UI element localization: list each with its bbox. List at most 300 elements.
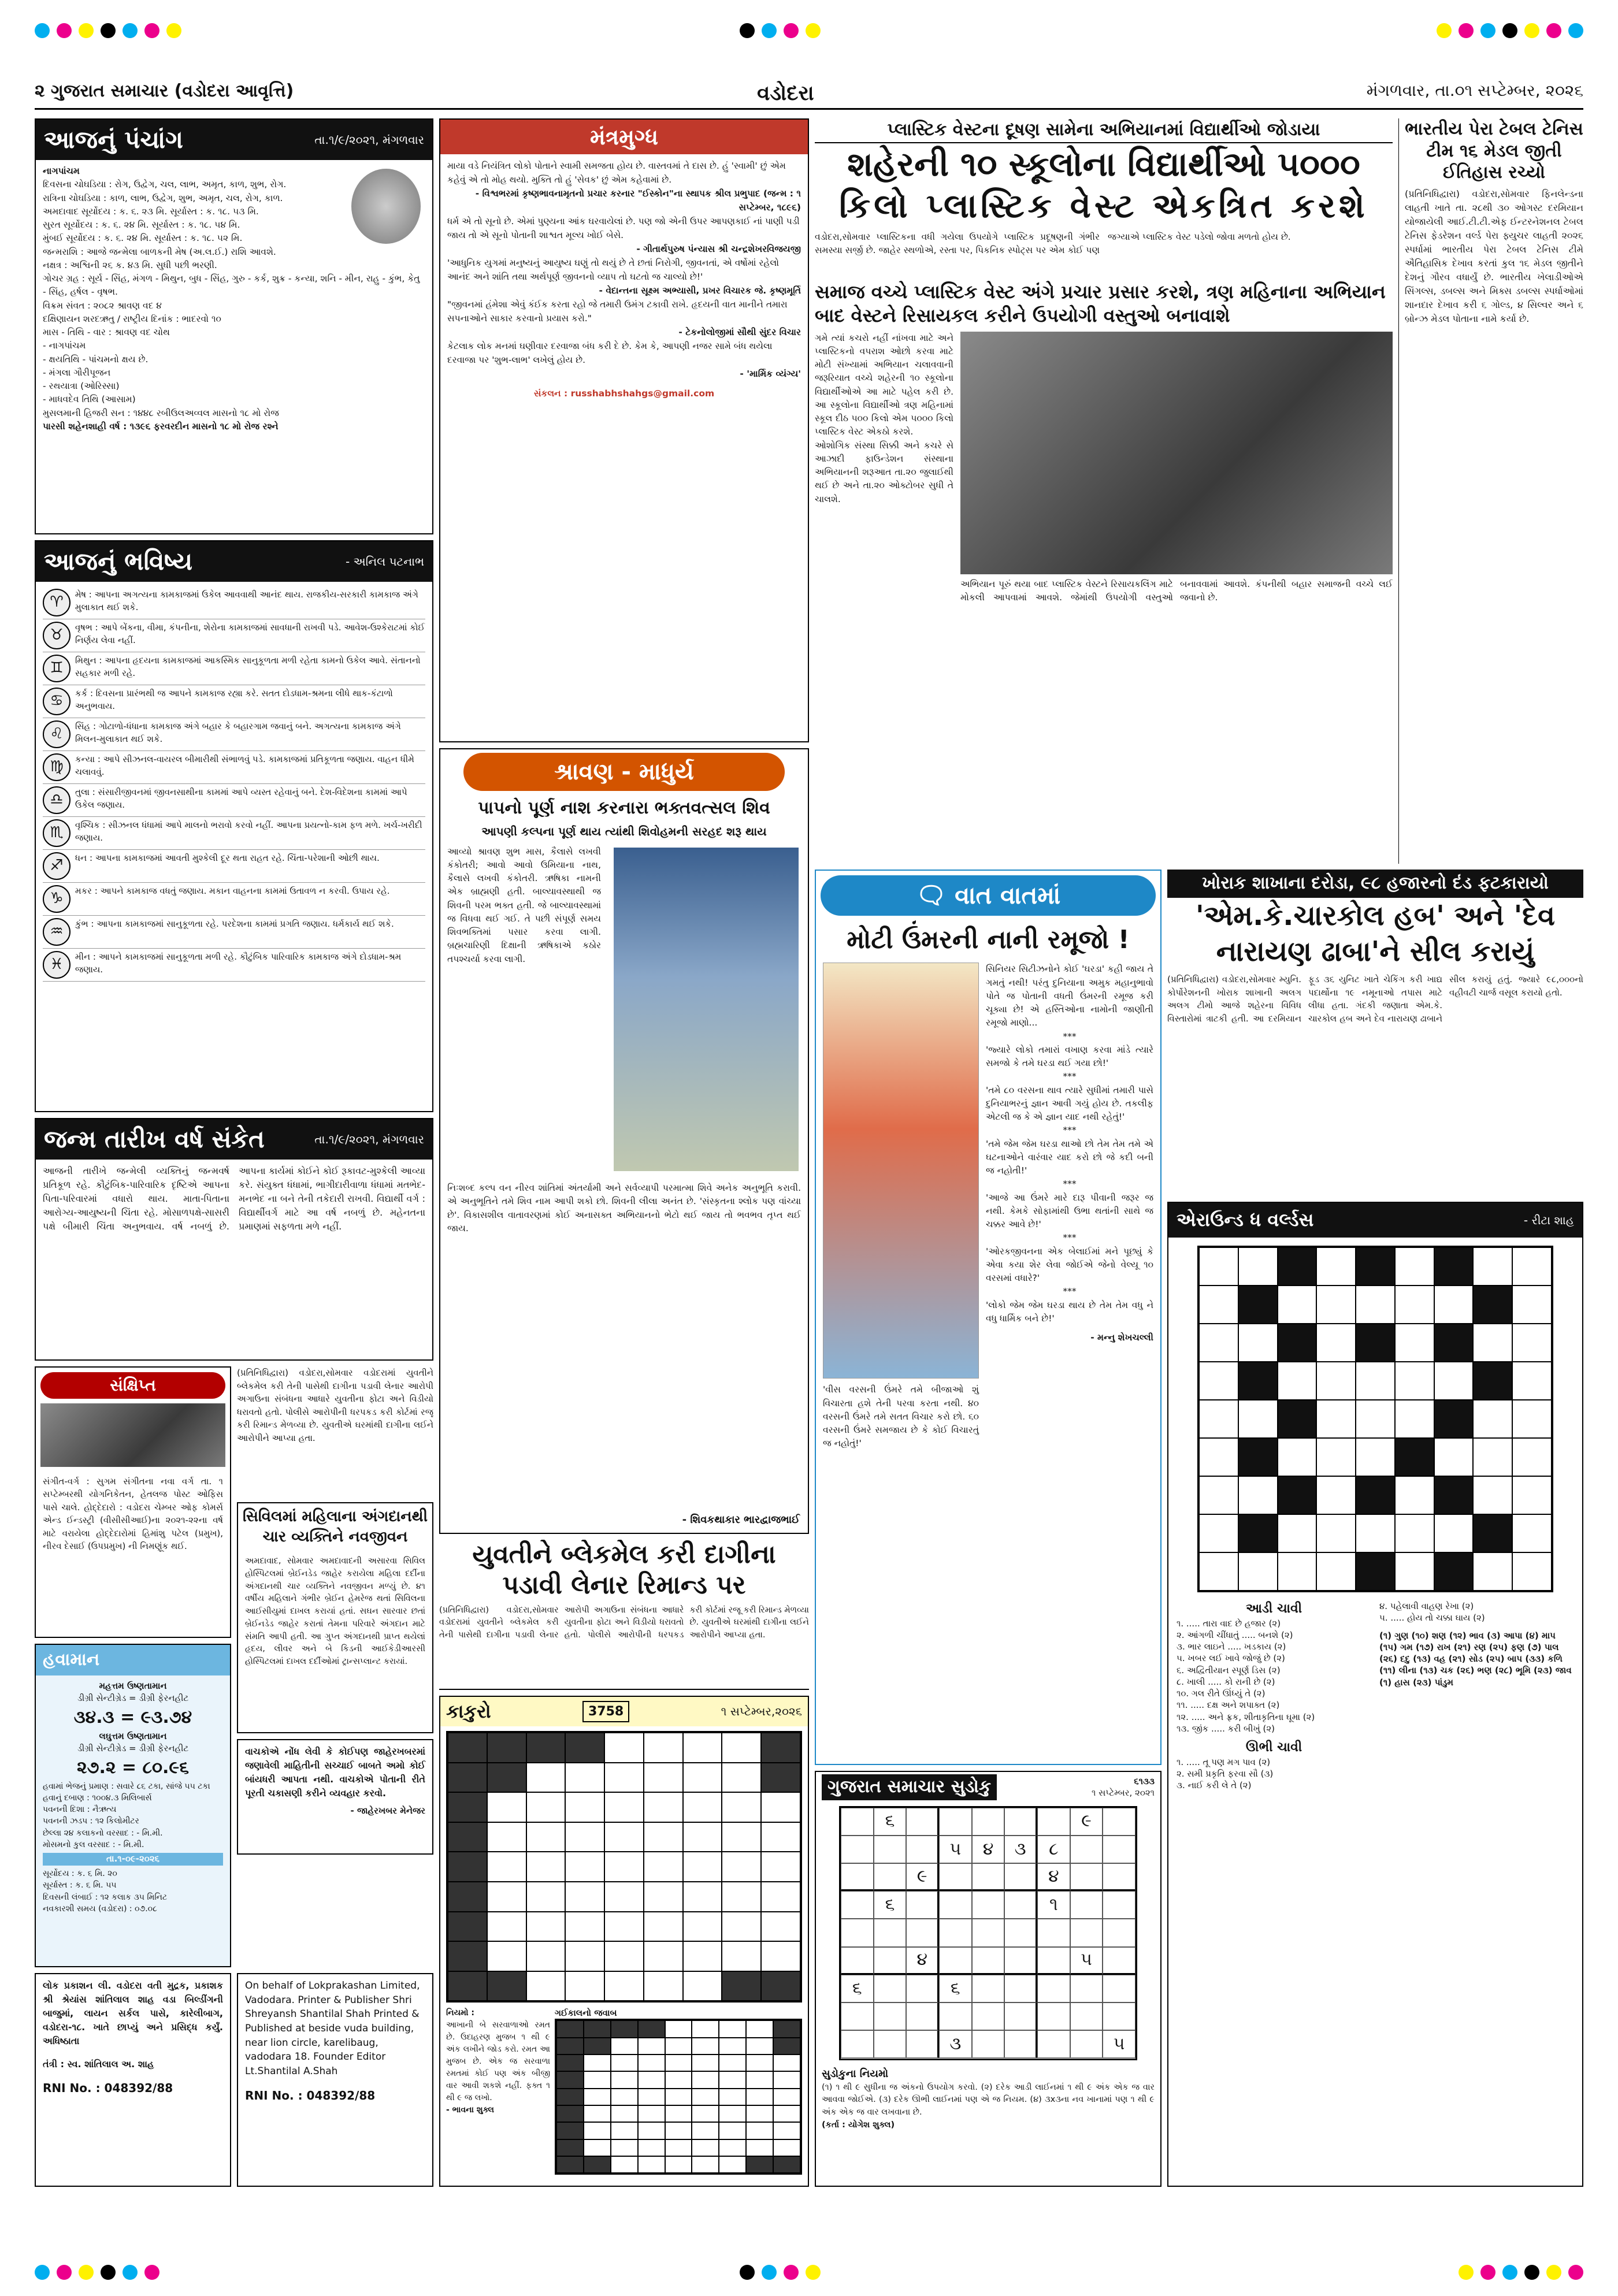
crossword-cell[interactable] bbox=[1356, 1476, 1395, 1514]
crossword-cell[interactable] bbox=[1238, 1552, 1278, 1591]
crossword-cell[interactable] bbox=[1512, 1247, 1552, 1286]
kakuro-cell[interactable] bbox=[565, 1792, 604, 1822]
kakuro-cell[interactable] bbox=[722, 1792, 761, 1822]
kakuro-cell[interactable] bbox=[761, 1852, 800, 1882]
sudoku-cell[interactable] bbox=[906, 1836, 939, 1863]
sudoku-cell[interactable] bbox=[841, 1863, 874, 1891]
crossword-cell[interactable] bbox=[1434, 1438, 1474, 1476]
crossword-cell[interactable] bbox=[1512, 1438, 1552, 1476]
kakuro-cell[interactable] bbox=[761, 1763, 800, 1793]
down-clue: ૧. ..... તૂ પણ મગ પાવ (૨) bbox=[1177, 1756, 1271, 1767]
sudoku-cell[interactable] bbox=[939, 1919, 972, 1946]
kakuro-cell bbox=[692, 2139, 719, 2156]
kakuro-cell[interactable] bbox=[448, 1822, 487, 1852]
kakuro-cell[interactable] bbox=[644, 1971, 683, 2001]
sudoku-cell[interactable] bbox=[1103, 1919, 1135, 1946]
crossword-cell[interactable] bbox=[1473, 1476, 1512, 1514]
sudoku-cell[interactable] bbox=[972, 1975, 1005, 2003]
kakuro-cell[interactable] bbox=[604, 1763, 644, 1793]
sudoku-cell[interactable] bbox=[972, 1863, 1005, 1891]
crossword-cell[interactable] bbox=[1395, 1362, 1434, 1400]
kakuro-cell[interactable] bbox=[761, 1941, 800, 1971]
crossword-cell[interactable] bbox=[1199, 1400, 1238, 1438]
sudoku-cell[interactable] bbox=[1070, 1919, 1103, 1946]
sudoku-cell[interactable] bbox=[1004, 1919, 1037, 1946]
kakuro-cell bbox=[773, 2054, 800, 2071]
kakuro-cell bbox=[638, 2105, 665, 2122]
crossword-cell[interactable] bbox=[1395, 1247, 1434, 1286]
sudoku-cell[interactable] bbox=[841, 1891, 874, 1919]
kakuro-cell[interactable] bbox=[644, 1822, 683, 1852]
sudoku-cell[interactable] bbox=[1070, 1863, 1103, 1891]
sudoku-cell[interactable] bbox=[1037, 1919, 1070, 1946]
kakuro-cell[interactable] bbox=[565, 1852, 604, 1882]
plastic-story bbox=[815, 118, 1393, 864]
rashi-row bbox=[43, 817, 425, 850]
sudoku-cell[interactable] bbox=[1103, 1891, 1135, 1919]
crossword-cell[interactable] bbox=[1434, 1324, 1474, 1362]
kakuro-cell bbox=[746, 2156, 773, 2173]
sudoku-cell[interactable] bbox=[841, 1947, 874, 1975]
havaman-line: મહત્તમ ઉષ્ણતામાન bbox=[99, 1680, 167, 1691]
kakuro-cell[interactable] bbox=[526, 1912, 566, 1942]
kakuro-cell[interactable] bbox=[526, 1733, 566, 1763]
sudoku-cell[interactable] bbox=[874, 1975, 907, 2003]
crossword-cell[interactable] bbox=[1199, 1324, 1238, 1362]
kakuro-cell bbox=[719, 2054, 746, 2071]
sudoku-cell[interactable] bbox=[1037, 2003, 1070, 2030]
kakuro-cell[interactable] bbox=[722, 1852, 761, 1882]
kakuro-cell[interactable] bbox=[565, 1971, 604, 2001]
crossword-cell[interactable] bbox=[1199, 1247, 1238, 1286]
sudoku-cell[interactable] bbox=[874, 2030, 907, 2058]
sudoku-cell[interactable] bbox=[939, 1808, 972, 1836]
kakuro-cell[interactable] bbox=[683, 1882, 722, 1912]
kakuro-cell[interactable] bbox=[761, 1822, 800, 1852]
sudoku-cell[interactable] bbox=[972, 1947, 1005, 1975]
crossword-cell[interactable] bbox=[1356, 1247, 1395, 1286]
sudoku-cell[interactable] bbox=[906, 1891, 939, 1919]
kakuro-cell[interactable] bbox=[644, 1792, 683, 1822]
crossword-cell[interactable] bbox=[1395, 1324, 1434, 1362]
kakuro-cell[interactable] bbox=[604, 1971, 644, 2001]
crossword-cell[interactable] bbox=[1278, 1514, 1317, 1552]
crossword-cell[interactable] bbox=[1356, 1400, 1395, 1438]
crossword-cell[interactable] bbox=[1238, 1286, 1278, 1324]
vaat-sig: - મન્નુ શેખચલ્લી bbox=[1090, 1332, 1153, 1343]
crossword-cell[interactable] bbox=[1395, 1438, 1434, 1476]
bhavishya-box bbox=[35, 540, 433, 1112]
crossword-cell[interactable] bbox=[1473, 1552, 1512, 1591]
crossword-cell[interactable] bbox=[1199, 1476, 1238, 1514]
pisces-icon: ♓ bbox=[43, 951, 70, 979]
crossword-cell[interactable] bbox=[1356, 1324, 1395, 1362]
havaman-line: પવનની દિશા : નૈઋત્ય bbox=[43, 1805, 117, 1815]
crossword-cell[interactable] bbox=[1316, 1362, 1356, 1400]
rashi-row bbox=[43, 883, 425, 916]
kakuro-cell[interactable] bbox=[644, 1882, 683, 1912]
crossword-cell[interactable] bbox=[1473, 1400, 1512, 1438]
crossword-cell[interactable] bbox=[1238, 1438, 1278, 1476]
kakuro-cell bbox=[638, 2071, 665, 2088]
kakuro-cell[interactable] bbox=[604, 1912, 644, 1942]
bharatiya-story bbox=[1398, 118, 1583, 864]
sudoku-cell[interactable] bbox=[874, 1919, 907, 1946]
kakuro-cell[interactable] bbox=[604, 1882, 644, 1912]
kakuro-cell[interactable] bbox=[683, 1822, 722, 1852]
vaat-title-bar bbox=[821, 875, 1156, 916]
sudoku-cell[interactable] bbox=[1037, 2030, 1070, 2058]
kakuro-cell[interactable] bbox=[761, 1912, 800, 1942]
sudoku-cell[interactable] bbox=[1004, 1975, 1037, 2003]
khorak-story bbox=[1167, 870, 1583, 1196]
crossword-cell[interactable] bbox=[1395, 1476, 1434, 1514]
sudoku-cell[interactable] bbox=[972, 2030, 1005, 2058]
kakuro-cell[interactable] bbox=[683, 1941, 722, 1971]
kakuro-cell[interactable] bbox=[722, 1941, 761, 1971]
crossword-cell[interactable] bbox=[1473, 1362, 1512, 1400]
masthead-left: ૨ ગુજરાત સમાચાર (વડોદરા આવૃત્તિ) bbox=[35, 81, 294, 101]
sudoku-cell[interactable]: ૬ bbox=[874, 1891, 907, 1919]
kakuro-cell[interactable] bbox=[683, 1852, 722, 1882]
sudoku-cell[interactable] bbox=[906, 1919, 939, 1946]
kakuro-cell[interactable] bbox=[565, 1882, 604, 1912]
kakuro-cell[interactable] bbox=[448, 1882, 487, 1912]
kakuro-cell bbox=[611, 2020, 638, 2037]
kakuro-cell[interactable] bbox=[644, 1852, 683, 1882]
crossword-cell[interactable] bbox=[1316, 1400, 1356, 1438]
sudoku-cell[interactable]: ૮ bbox=[1037, 1836, 1070, 1863]
kakuro-cell[interactable] bbox=[761, 1733, 800, 1763]
crossword-author: - રીટા શાહ bbox=[1523, 1213, 1574, 1227]
crossword-cell[interactable] bbox=[1395, 1286, 1434, 1324]
sudoku-cell[interactable] bbox=[939, 1863, 972, 1891]
crossword-cell[interactable] bbox=[1356, 1514, 1395, 1552]
kakuro-cell[interactable] bbox=[448, 1852, 487, 1882]
masthead-city: વડોદરા bbox=[757, 81, 814, 105]
kakuro-cell bbox=[611, 2054, 638, 2071]
sudoku-cell[interactable] bbox=[906, 1808, 939, 1836]
down-clue: ૩. નાઈ કરી લે તે (૨) bbox=[1177, 1780, 1252, 1791]
crossword-cell[interactable] bbox=[1473, 1247, 1512, 1286]
panchang-line: - ક્ષયતિથિ - પાંચમનો ક્ષય છે. bbox=[43, 354, 149, 365]
janma-text: આજની તારીખે જન્મેલી વ્યક્તિનું જન્મવર્ષ પ્રતિકૂળ રહે. કૌટુંબિક-પારિવારિક દૃષ્ટિએ આપના પિતા-પરિવારમાં વધારો થાય. માતા-પિતાના આરોગ્ય-આયુષ્યની ચિંતા રહે. મોસાળપક્ષે-સાસરી પક્ષે બીમારી ચિંતા અનુભવાય. વર્ષ નબળું છે. આપના કાર્યમાં કોઈને કોઈ રૂકાવટ-મુશ્કેલી આવ્યા કરે. સંયુક્ત ધંધામાં, ભાગીદારીવાળા ધંધામાં મતભેદ-મનભેદ ના બને તેની તકેદારી રાખવી. વિદ્યાર્થી વર્ગ : વિદ્યાર્થીવર્ગ માટે આ વર્ષ નબળું છે. મહેનતના પ્રમાણમાં સફળતા મળે નહીં. bbox=[43, 1165, 425, 1232]
crossword-cell[interactable] bbox=[1238, 1247, 1278, 1286]
sudoku-cell[interactable] bbox=[939, 2003, 972, 2030]
down-clue: ૨. સમી પ્રકૃતિ ફરવા સૌ (૩) bbox=[1177, 1769, 1274, 1779]
crossword-cell[interactable] bbox=[1395, 1552, 1434, 1591]
crossword-cell[interactable] bbox=[1512, 1514, 1552, 1552]
shravan-headline: પાપનો પૂર્ણ નાશ કરનારા ભક્તવત્સલ શિવ bbox=[478, 798, 770, 818]
crossword-cell[interactable] bbox=[1356, 1362, 1395, 1400]
rashi-text: તુલા : સંસારીજીવનમાં જીવનસાથીના કામમાં આપે વ્યસ્ત રહેવાનું બને. દેશ-વિદેશના કામમાં આપે ઉકેલ જણાય. bbox=[75, 787, 407, 810]
sudoku-cell[interactable] bbox=[906, 1975, 939, 2003]
crossword-cell[interactable] bbox=[1278, 1324, 1317, 1362]
kakuro-cell[interactable] bbox=[487, 1941, 526, 1971]
crossword-cell[interactable] bbox=[1434, 1400, 1474, 1438]
kakuro-cell[interactable] bbox=[683, 1763, 722, 1793]
crossword-cell[interactable] bbox=[1278, 1476, 1317, 1514]
crossword-cell[interactable] bbox=[1278, 1400, 1317, 1438]
panchang-box bbox=[35, 118, 433, 534]
kakuro-cell[interactable] bbox=[526, 1971, 566, 2001]
kakuro-cell[interactable] bbox=[448, 1941, 487, 1971]
crossword-cell[interactable] bbox=[1316, 1324, 1356, 1362]
cartoon-illustration bbox=[823, 963, 979, 1379]
kakuro-cell[interactable] bbox=[722, 1882, 761, 1912]
sudoku-cell[interactable] bbox=[1070, 2003, 1103, 2030]
sudoku-cell[interactable] bbox=[906, 2030, 939, 2058]
kakuro-cell[interactable] bbox=[487, 1882, 526, 1912]
kakuro-cell[interactable] bbox=[644, 1941, 683, 1971]
crossword-cell[interactable] bbox=[1356, 1286, 1395, 1324]
panchang-line: - નાગપાંચમ bbox=[43, 340, 86, 351]
kakuro-cell[interactable] bbox=[565, 1822, 604, 1852]
sudoku-cell[interactable]: ૩ bbox=[939, 2030, 972, 2058]
kakuro-cell[interactable] bbox=[722, 1971, 761, 2001]
kakuro-cell[interactable] bbox=[761, 1971, 800, 2001]
sudoku-cell[interactable] bbox=[1004, 2003, 1037, 2030]
kakuro-cell[interactable] bbox=[526, 1822, 566, 1852]
sudoku-cell[interactable] bbox=[1004, 1947, 1037, 1975]
kakuro-cell[interactable] bbox=[644, 1912, 683, 1942]
kakuro-cell[interactable] bbox=[526, 1941, 566, 1971]
sudoku-sig: (કર્તા : યોગેશ શુક્લ) bbox=[822, 2120, 895, 2130]
sudoku-cell[interactable]: ૬ bbox=[841, 1975, 874, 2003]
kakuro-cell[interactable] bbox=[565, 1763, 604, 1793]
sudoku-cell[interactable] bbox=[972, 2003, 1005, 2030]
kakuro-cell[interactable] bbox=[604, 1822, 644, 1852]
crossword-cell[interactable] bbox=[1278, 1552, 1317, 1591]
crossword-cell[interactable] bbox=[1199, 1514, 1238, 1552]
sudoku-cell[interactable] bbox=[841, 2003, 874, 2030]
crossword-cell[interactable] bbox=[1316, 1476, 1356, 1514]
taurus-icon: ♉ bbox=[43, 622, 70, 649]
sudoku-cell[interactable] bbox=[939, 1947, 972, 1975]
sudoku-cell[interactable]: ૪ bbox=[1037, 1863, 1070, 1891]
crossword-cell[interactable] bbox=[1512, 1400, 1552, 1438]
kakuro-cell[interactable] bbox=[683, 1733, 722, 1763]
kakuro-cell bbox=[746, 2020, 773, 2037]
kakuro-cell[interactable] bbox=[644, 1733, 683, 1763]
sudoku-cell[interactable] bbox=[972, 1891, 1005, 1919]
crossword-cell[interactable] bbox=[1356, 1552, 1395, 1591]
sudoku-cell[interactable]: ૯ bbox=[1070, 1808, 1103, 1836]
sudoku-cell[interactable] bbox=[1103, 1975, 1135, 2003]
kakuro-cell[interactable] bbox=[722, 1733, 761, 1763]
kakuro-cell[interactable] bbox=[448, 1912, 487, 1942]
crossword-cell[interactable] bbox=[1199, 1438, 1238, 1476]
havaman-min: ૨૭.૨ = ૮૦.૯૬ bbox=[76, 1758, 189, 1778]
sudoku-cell[interactable]: ૫ bbox=[1070, 1947, 1103, 1975]
kakuro-cell[interactable] bbox=[761, 1792, 800, 1822]
kakuro-cell[interactable] bbox=[448, 1763, 487, 1793]
sudoku-cell[interactable] bbox=[1103, 2003, 1135, 2030]
kakuro-cell bbox=[665, 2054, 692, 2071]
kakuro-cell bbox=[746, 2105, 773, 2122]
crossword-cell[interactable] bbox=[1512, 1552, 1552, 1591]
sudoku-cell[interactable] bbox=[1103, 1947, 1135, 1975]
crossword-cell[interactable] bbox=[1512, 1476, 1552, 1514]
kakuro-cell bbox=[665, 2071, 692, 2088]
capricorn-icon: ♑ bbox=[43, 885, 70, 913]
cancer-icon: ♋ bbox=[43, 688, 70, 715]
crossword-cell[interactable] bbox=[1356, 1438, 1395, 1476]
sudoku-cell[interactable]: ૯ bbox=[906, 1863, 939, 1891]
crossword-cell[interactable] bbox=[1238, 1362, 1278, 1400]
civil-box bbox=[237, 1502, 433, 1733]
sudoku-cell[interactable]: ૫ bbox=[939, 1836, 972, 1863]
sudoku-cell[interactable] bbox=[1037, 1808, 1070, 1836]
kakuro-cell[interactable] bbox=[487, 1792, 526, 1822]
kakuro-cell[interactable] bbox=[565, 1912, 604, 1942]
crossword-cell[interactable] bbox=[1434, 1362, 1474, 1400]
sudoku-cell[interactable] bbox=[841, 1808, 874, 1836]
crossword-cell[interactable] bbox=[1434, 1476, 1474, 1514]
kakuro-cell[interactable] bbox=[604, 1733, 644, 1763]
kakuro-cell[interactable] bbox=[565, 1941, 604, 1971]
kakuro-cell[interactable] bbox=[683, 1912, 722, 1942]
kakuro-cell[interactable] bbox=[487, 1852, 526, 1882]
sudoku-cell[interactable] bbox=[874, 2003, 907, 2030]
crossword-cell[interactable] bbox=[1278, 1247, 1317, 1286]
crossword-cell[interactable] bbox=[1278, 1362, 1317, 1400]
havaman-max: ૩૪.૩ = ૯૩.૭૪ bbox=[73, 1707, 192, 1727]
crossword-cell[interactable] bbox=[1434, 1514, 1474, 1552]
sudoku-cell[interactable]: ૪ bbox=[906, 1947, 939, 1975]
kakuro-cell[interactable] bbox=[604, 1941, 644, 1971]
mantra-sig: - 'માર્મિક વ્યંગ્ય' bbox=[740, 369, 801, 380]
kakuro-cell[interactable] bbox=[604, 1852, 644, 1882]
kakuro-cell[interactable] bbox=[683, 1792, 722, 1822]
plastic-headline-1: શહેરની ૧૦ સ્કૂલોના વિદ્યાર્થીઓ ૫૦૦૦ bbox=[847, 144, 1360, 184]
sudoku-cell[interactable] bbox=[906, 2003, 939, 2030]
sudoku-cell[interactable] bbox=[1103, 1836, 1135, 1863]
sudoku-cell[interactable] bbox=[841, 1919, 874, 1946]
sudoku-cell[interactable] bbox=[1037, 1947, 1070, 1975]
crossword-cell[interactable] bbox=[1473, 1438, 1512, 1476]
crossword-cell[interactable] bbox=[1473, 1324, 1512, 1362]
sudoku-cell[interactable] bbox=[972, 1919, 1005, 1946]
kakuro-cell[interactable] bbox=[487, 1822, 526, 1852]
sudoku-cell[interactable] bbox=[874, 1863, 907, 1891]
sudoku-cell[interactable] bbox=[1004, 2030, 1037, 2058]
crossword-cell[interactable] bbox=[1278, 1438, 1317, 1476]
kakuro-cell[interactable] bbox=[487, 1763, 526, 1793]
crossword-cell[interactable] bbox=[1316, 1438, 1356, 1476]
havaman-title: હવામાન bbox=[36, 1645, 230, 1675]
sudoku-cell[interactable] bbox=[841, 1836, 874, 1863]
kakuro-cell[interactable] bbox=[487, 1971, 526, 2001]
panchang-line: દક્ષિણાયન શરદઋતુ / રાષ્ટ્રીય દિનાંક : ભાદરવો ૧૦ bbox=[43, 313, 221, 324]
sudoku-cell[interactable]: ૧ bbox=[1037, 1891, 1070, 1919]
kakuro-cell[interactable] bbox=[604, 1792, 644, 1822]
sudoku-cell[interactable] bbox=[1070, 1891, 1103, 1919]
crossword-cell[interactable] bbox=[1434, 1286, 1474, 1324]
sudoku-cell[interactable] bbox=[841, 2030, 874, 2058]
kakuro-cell bbox=[692, 2038, 719, 2054]
sudoku-cell[interactable] bbox=[874, 1836, 907, 1863]
kakuro-cell[interactable] bbox=[722, 1912, 761, 1942]
impressum-rni: RNI No. : 048392/88 bbox=[43, 2081, 173, 2096]
kakuro-cell bbox=[746, 2054, 773, 2071]
sudoku-cell[interactable] bbox=[972, 1808, 1005, 1836]
crossword-cell[interactable] bbox=[1199, 1286, 1238, 1324]
kakuro-cell[interactable] bbox=[526, 1852, 566, 1882]
crossword-cell[interactable] bbox=[1434, 1247, 1474, 1286]
sudoku-cell[interactable]: ૩ bbox=[1004, 1836, 1037, 1863]
crossword-cell[interactable] bbox=[1238, 1476, 1278, 1514]
sudoku-cell[interactable] bbox=[1004, 1863, 1037, 1891]
crossword-cell[interactable] bbox=[1434, 1552, 1474, 1591]
registration-marks-top-right bbox=[1437, 23, 1583, 38]
crossword-cell[interactable] bbox=[1512, 1324, 1552, 1362]
crossword-cell[interactable] bbox=[1238, 1324, 1278, 1362]
crossword-cell[interactable] bbox=[1473, 1514, 1512, 1552]
crossword-cell[interactable] bbox=[1238, 1400, 1278, 1438]
kakuro-cell bbox=[611, 2105, 638, 2122]
kakuro-cell[interactable] bbox=[761, 1882, 800, 1912]
kakuro-cell[interactable] bbox=[448, 1971, 487, 2001]
crossword-cell[interactable] bbox=[1512, 1362, 1552, 1400]
crossword-cell[interactable] bbox=[1395, 1400, 1434, 1438]
crossword-cell[interactable] bbox=[1199, 1362, 1238, 1400]
sudoku-cell[interactable]: ૬ bbox=[939, 1975, 972, 2003]
kakuro-cell[interactable] bbox=[487, 1733, 526, 1763]
crossword-cell[interactable] bbox=[1199, 1552, 1238, 1591]
kakuro-cell[interactable] bbox=[526, 1792, 566, 1822]
crossword-cell[interactable] bbox=[1395, 1514, 1434, 1552]
crossword-cell[interactable] bbox=[1238, 1514, 1278, 1552]
kakuro-cell[interactable] bbox=[526, 1882, 566, 1912]
sudoku-cell[interactable] bbox=[1004, 1808, 1037, 1836]
kakuro-cell[interactable] bbox=[722, 1822, 761, 1852]
sudoku-cell[interactable] bbox=[1004, 1891, 1037, 1919]
crossword-cell[interactable] bbox=[1316, 1552, 1356, 1591]
kakuro-cell[interactable] bbox=[565, 1733, 604, 1763]
crossword-cell[interactable] bbox=[1278, 1286, 1317, 1324]
kakuro-cell[interactable] bbox=[448, 1733, 487, 1763]
sudoku-cell[interactable] bbox=[1103, 1863, 1135, 1891]
sudoku-cell[interactable] bbox=[939, 1891, 972, 1919]
sudoku-cell[interactable]: ૫ bbox=[1103, 2030, 1135, 2058]
crossword-cell[interactable] bbox=[1316, 1286, 1356, 1324]
crossword-cell[interactable] bbox=[1316, 1514, 1356, 1552]
kakuro-cell bbox=[584, 2105, 611, 2122]
sudoku-cell[interactable] bbox=[1103, 1808, 1135, 1836]
sudoku-cell[interactable] bbox=[874, 1947, 907, 1975]
kakuro-cell[interactable] bbox=[448, 1792, 487, 1822]
sudoku-cell[interactable] bbox=[1070, 1975, 1103, 2003]
kakuro-cell[interactable] bbox=[683, 1971, 722, 2001]
page-header bbox=[35, 75, 1583, 110]
sudoku-cell[interactable]: ૪ bbox=[972, 1836, 1005, 1863]
kakuro-cell[interactable] bbox=[644, 1763, 683, 1793]
kakuro-cell[interactable] bbox=[526, 1763, 566, 1793]
sudoku-cell[interactable] bbox=[1037, 1975, 1070, 2003]
sankshipt-box bbox=[35, 1366, 231, 1638]
crossword-cell[interactable] bbox=[1473, 1286, 1512, 1324]
sudoku-cell[interactable]: ૬ bbox=[874, 1808, 907, 1836]
rashi-text: વૃશ્ચિક : સીઝનલ ધંધામાં આપે માલનો ભરાવો કરવો નહીં. આપના પ્રયત્નો-કામ ફળ મળે. ખર્ચ-ખરીદી જણાય. bbox=[75, 820, 422, 843]
crossword-cell[interactable] bbox=[1512, 1286, 1552, 1324]
kakuro-cell[interactable] bbox=[487, 1912, 526, 1942]
kakuro-cell[interactable] bbox=[722, 1763, 761, 1793]
crossword-cell[interactable] bbox=[1316, 1247, 1356, 1286]
sudoku-cell[interactable] bbox=[1070, 1836, 1103, 1863]
sudoku-cell[interactable] bbox=[1070, 2030, 1103, 2058]
kakuro-cell bbox=[773, 2020, 800, 2037]
